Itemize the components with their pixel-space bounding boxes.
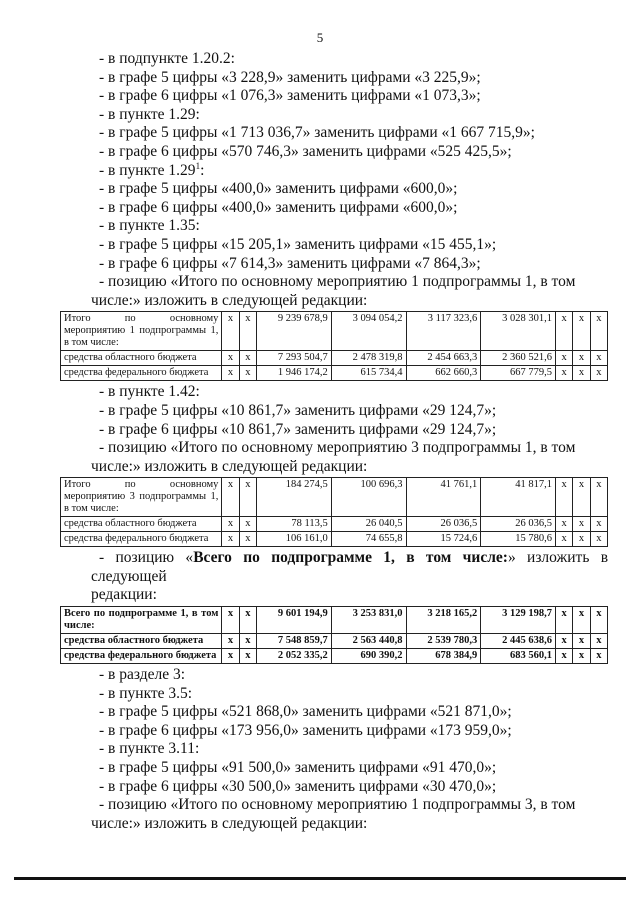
table-cell: x <box>573 634 590 649</box>
table-cell: x <box>222 532 239 547</box>
table-cell: 7 293 504,7 <box>257 351 332 366</box>
table-cell: 78 113,5 <box>257 517 332 532</box>
table-cell: 678 384,9 <box>406 649 481 664</box>
table-cell: x <box>555 634 572 649</box>
table-cell: 26 036,5 <box>406 517 481 532</box>
table-cell: 2 454 663,3 <box>406 351 481 366</box>
table-cell: x <box>222 607 239 634</box>
table-cell: 1 946 174,2 <box>257 366 332 381</box>
table-cell: 3 117 323,6 <box>406 312 481 351</box>
paragraph-line: - позицию «Итого по основному мероприятию 1 подпрограммы 1, в том <box>99 273 576 291</box>
amendment-line: - в графе 5 цифры «15 205,1» заменить цифрами «15 455,1»; <box>99 235 497 253</box>
amendment-line: - в подпункте 1.20.2: <box>99 50 235 67</box>
table-cell: 615 734,4 <box>331 366 406 381</box>
table-cell: x <box>590 649 607 664</box>
amendment-list-1 <box>91 50 608 273</box>
table-cell: x <box>590 366 607 381</box>
table-cell-label: средства областного бюджета <box>61 351 222 366</box>
table-cell: x <box>222 366 239 381</box>
amendment-line: - в пункте 3.11: <box>99 740 200 758</box>
point-superscript: 1 <box>195 160 201 171</box>
table-cell-label: Итого по основному мероприятию 1 подпрограммы 1, в том числе: <box>61 312 222 351</box>
table-cell: x <box>590 607 607 634</box>
instruction-paragraph-3 <box>91 549 608 605</box>
table-cell: 3 094 054,2 <box>331 312 406 351</box>
table-cell: 3 253 831,0 <box>331 607 406 634</box>
table-cell: x <box>573 478 590 517</box>
table-cell: x <box>555 607 572 634</box>
amendment-line: - в графе 5 цифры «91 500,0» заменить цифрами «91 470,0»; <box>99 759 497 777</box>
table-cell: x <box>555 478 572 517</box>
table-cell: 2 360 521,6 <box>481 351 556 366</box>
table-cell: 26 040,5 <box>331 517 406 532</box>
table-cell: x <box>555 517 572 532</box>
table-cell: x <box>239 607 256 634</box>
table-cell: x <box>239 351 256 366</box>
table-cell: x <box>555 532 572 547</box>
paragraph-line: числе:» изложить в следующей редакции: <box>91 291 368 309</box>
table-cell: x <box>573 607 590 634</box>
table-cell: 41 817,1 <box>481 478 556 517</box>
table-cell: 683 560,1 <box>481 649 556 664</box>
table-cell: 690 390,2 <box>331 649 406 664</box>
table-cell: x <box>590 634 607 649</box>
table-cell: 9 239 678,9 <box>257 312 332 351</box>
table-cell: 3 028 301,1 <box>481 312 556 351</box>
table-cell: x <box>590 517 607 532</box>
table-cell: x <box>573 532 590 547</box>
table-cell: 74 655,8 <box>331 532 406 547</box>
table-row <box>61 351 608 366</box>
table-cell: x <box>222 634 239 649</box>
table-cell-label: средства федерального бюджета <box>61 532 222 547</box>
amendment-list-3 <box>91 666 608 796</box>
table-row <box>61 532 608 547</box>
table-cell: x <box>573 312 590 351</box>
amendment-list-2 <box>91 383 608 439</box>
table-cell: 2 478 319,8 <box>331 351 406 366</box>
instruction-paragraph-1 <box>91 273 608 310</box>
table-cell: x <box>222 517 239 532</box>
paragraph-bold-term: Всего по подпрограмме 1, в том числе: <box>193 549 508 567</box>
table-cell: 106 161,0 <box>257 532 332 547</box>
table-cell: 41 761,1 <box>406 478 481 517</box>
table-cell: 9 601 194,9 <box>257 607 332 634</box>
table-row <box>61 634 608 649</box>
table-cell: x <box>573 517 590 532</box>
table-cell: x <box>555 366 572 381</box>
table-cell: 2 563 440,8 <box>331 634 406 649</box>
table-row <box>61 517 608 532</box>
instruction-paragraph-2 <box>91 439 608 476</box>
table-row <box>61 366 608 381</box>
table-cell: 100 696,3 <box>331 478 406 517</box>
table-cell: x <box>590 478 607 517</box>
table-cell: 15 724,6 <box>406 532 481 547</box>
table-cell: x <box>555 351 572 366</box>
table-cell: x <box>590 532 607 547</box>
table-cell-label: средства федерального бюджета <box>61 366 222 381</box>
table-main-activity-3 <box>60 477 608 547</box>
table-cell: x <box>239 478 256 517</box>
table-cell: 2 052 335,2 <box>257 649 332 664</box>
table-cell: x <box>590 312 607 351</box>
amendment-line: - в графе 5 цифры «400,0» заменить цифрами «600,0»; <box>99 180 458 198</box>
table-cell: 667 779,5 <box>481 366 556 381</box>
page-bottom-rule <box>14 877 626 880</box>
point-suffix: : <box>200 161 205 179</box>
table-cell: x <box>555 649 572 664</box>
table-cell: x <box>573 649 590 664</box>
table-cell: x <box>222 351 239 366</box>
paragraph-line: числе:» изложить в следующей редакции: <box>91 457 368 475</box>
table-cell-label: средства областного бюджета <box>61 517 222 532</box>
paragraph-suffix: » изложить в следующей <box>91 549 609 585</box>
amendment-line-point-129-1 <box>99 162 608 181</box>
table-cell: x <box>239 517 256 532</box>
table-cell: x <box>239 312 256 351</box>
amendment-line: - в графе 6 цифры «173 956,0» заменить цифрами «173 959,0»; <box>99 721 512 739</box>
paragraph-prefix: - позицию « <box>99 549 194 567</box>
table-cell-label: Всего по подпрограмме 1, в том числе: <box>61 607 222 634</box>
paragraph-line: редакции: <box>91 586 157 604</box>
table-cell: 184 274,5 <box>257 478 332 517</box>
table-row <box>61 312 608 351</box>
instruction-paragraph-4 <box>91 796 608 833</box>
table-cell: x <box>222 312 239 351</box>
table-cell: x <box>590 351 607 366</box>
amendment-line: - в графе 6 цифры «10 861,7» заменить цифрами «29 124,7»; <box>99 420 497 438</box>
table-cell-label: Итого по основному мероприятию 3 подпрограммы 1, в том числе: <box>61 478 222 517</box>
table-cell: x <box>239 532 256 547</box>
amendment-line: - в пункте 1.35: <box>99 217 200 235</box>
table-cell: x <box>239 366 256 381</box>
amendment-line: - в графе 5 цифры «3 228,9» заменить цифрами «3 225,9»; <box>99 68 481 86</box>
table-cell: 662 660,3 <box>406 366 481 381</box>
table-cell: x <box>222 649 239 664</box>
amendment-line: - в графе 6 цифры «30 500,0» заменить цифрами «30 470,0»; <box>99 777 497 795</box>
table-cell: x <box>555 312 572 351</box>
table-cell: 3 129 198,7 <box>481 607 556 634</box>
table-cell: x <box>239 634 256 649</box>
amendment-line: - в пункте 1.42: <box>99 383 200 401</box>
amendment-line: - в пункте 3.5: <box>99 684 193 702</box>
amendment-line: - в графе 5 цифры «1 713 036,7» заменить цифрами «1 667 715,9»; <box>99 124 535 142</box>
amendment-line: - в пункте 1.29: <box>99 105 200 123</box>
table-subprogram-total <box>60 606 608 664</box>
table-row <box>61 649 608 664</box>
table-cell: 15 780,6 <box>481 532 556 547</box>
amendment-line: - в графе 6 цифры «570 746,3» заменить цифрами «525 425,5»; <box>99 142 512 160</box>
amendment-line: - в графе 6 цифры «1 076,3» заменить цифрами «1 073,3»; <box>99 87 481 105</box>
document-body <box>64 50 609 833</box>
paragraph-line: - позицию «Итого по основному мероприятию 3 подпрограммы 1, в том <box>99 439 576 457</box>
table-cell: 26 036,5 <box>481 517 556 532</box>
page-number: 5 <box>316 30 324 45</box>
amendment-line: - в графе 5 цифры «10 861,7» заменить цифрами «29 124,7»; <box>99 401 497 419</box>
amendment-line: - в графе 6 цифры «400,0» заменить цифрами «600,0»; <box>99 198 458 216</box>
table-row <box>61 607 608 634</box>
table-cell-label: средства областного бюджета <box>61 634 222 649</box>
amendment-line: - в разделе 3: <box>99 666 186 684</box>
amendment-line: - в графе 5 цифры «521 868,0» заменить цифрами «521 871,0»; <box>99 703 512 721</box>
paragraph-line: числе:» изложить в следующей редакции: <box>91 814 368 832</box>
table-cell: x <box>222 478 239 517</box>
table-cell-label: средства федерального бюджета <box>61 649 222 664</box>
point-text: - в пункте 1.29 <box>99 161 196 179</box>
table-cell: 3 218 165,2 <box>406 607 481 634</box>
amendment-line: - в графе 6 цифры «7 614,3» заменить цифрами «7 864,3»; <box>99 254 481 272</box>
paragraph-line: - позицию «Итого по основному мероприятию 1 подпрограммы 3, в том <box>99 796 576 814</box>
table-cell: x <box>573 366 590 381</box>
table-cell: x <box>239 649 256 664</box>
table-cell: x <box>573 351 590 366</box>
table-row <box>61 478 608 517</box>
table-main-activity-1 <box>60 311 608 381</box>
table-cell: 2 539 780,3 <box>406 634 481 649</box>
table-cell: 2 445 638,6 <box>481 634 556 649</box>
table-cell: 7 548 859,7 <box>257 634 332 649</box>
